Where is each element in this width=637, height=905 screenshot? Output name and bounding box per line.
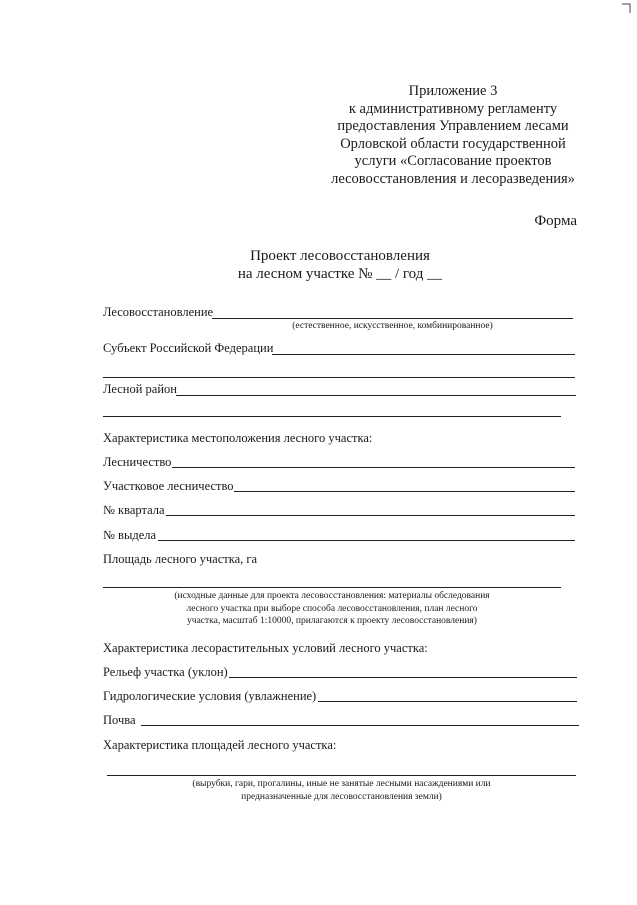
relief-fill-line[interactable] xyxy=(229,677,577,678)
reforestation-label: Лесовосстановление xyxy=(103,305,214,319)
appendix-line: услуги «Согласование проектов xyxy=(354,153,552,169)
relief-label: Рельеф участка (уклон) xyxy=(103,665,228,679)
reforestation-hint: (естественное, искусственное, комбинированное) xyxy=(292,321,493,331)
title-line-2: на лесном участке № __ / год __ xyxy=(237,266,443,282)
areas-heading: Характеристика площадей лесного участка: xyxy=(103,738,337,752)
allotment-no-fill-line[interactable] xyxy=(158,540,575,541)
quarter-no-label: № квартала xyxy=(103,503,165,517)
quarter-no-fill-line[interactable] xyxy=(166,515,575,516)
form-label: Форма xyxy=(534,213,577,229)
document-title xyxy=(200,247,480,283)
forest-district-label: Лесной район xyxy=(103,382,177,396)
areas-hint-line: (вырубки, гари, прогалины, иные не занятые лесными насаждениями или xyxy=(192,779,491,789)
appendix-block xyxy=(318,83,588,188)
forest-district-fill-line-2[interactable] xyxy=(103,416,561,417)
forestry-fill-line[interactable] xyxy=(172,467,575,468)
soil-fill-line[interactable] xyxy=(141,725,579,726)
hydrology-fill-line[interactable] xyxy=(318,701,577,702)
source-data-hint xyxy=(103,590,561,628)
subject-fill-line[interactable] xyxy=(272,354,575,355)
title-line-1: Проект лесовосстановления xyxy=(250,248,430,264)
sub-forestry-label: Участковое лесничество xyxy=(103,479,234,493)
subject-fill-line-2[interactable] xyxy=(103,377,575,378)
appendix-line: Приложение 3 xyxy=(408,83,498,99)
appendix-line: к административному регламенту xyxy=(348,100,558,117)
areas-fill-line[interactable] xyxy=(107,775,576,776)
area-fill-line[interactable] xyxy=(103,587,561,588)
source-data-hint-line: лесного участка при выборе способа лесовосстановления, план лесного xyxy=(186,603,478,614)
forestry-label: Лесничество xyxy=(103,455,172,469)
reforestation-fill-line[interactable] xyxy=(212,318,573,319)
area-label: Площадь лесного участка, га xyxy=(103,552,258,566)
appendix-line: предоставления Управлением лесами xyxy=(337,118,569,134)
corner-mark-icon xyxy=(622,3,632,13)
location-heading: Характеристика местоположения лесного участка: xyxy=(103,431,373,445)
forest-district-fill-line[interactable] xyxy=(176,395,576,396)
areas-hint-line: предназначенные для лесовосстановления земли) xyxy=(241,791,442,802)
conditions-heading: Характеристика лесорастительных условий лесного участка: xyxy=(103,641,428,655)
subject-label: Субъект Российской Федерации xyxy=(103,341,274,355)
allotment-no-label: № выдела xyxy=(103,528,157,542)
source-data-hint-line: участка, масштаб 1:10000, прилагаются к проекту лесовосстановления) xyxy=(187,616,477,626)
hydrology-label: Гидрологические условия (увлажнение) xyxy=(103,689,317,703)
soil-label: Почва xyxy=(103,713,136,727)
areas-hint xyxy=(107,778,576,803)
appendix-line: Орловской области государственной xyxy=(340,135,566,152)
source-data-hint-line: (исходные данные для проекта лесовосстановления: материалы обследования xyxy=(174,591,490,601)
appendix-line: лесовосстановления и лесоразведения» xyxy=(331,170,575,187)
sub-forestry-fill-line[interactable] xyxy=(234,491,575,492)
